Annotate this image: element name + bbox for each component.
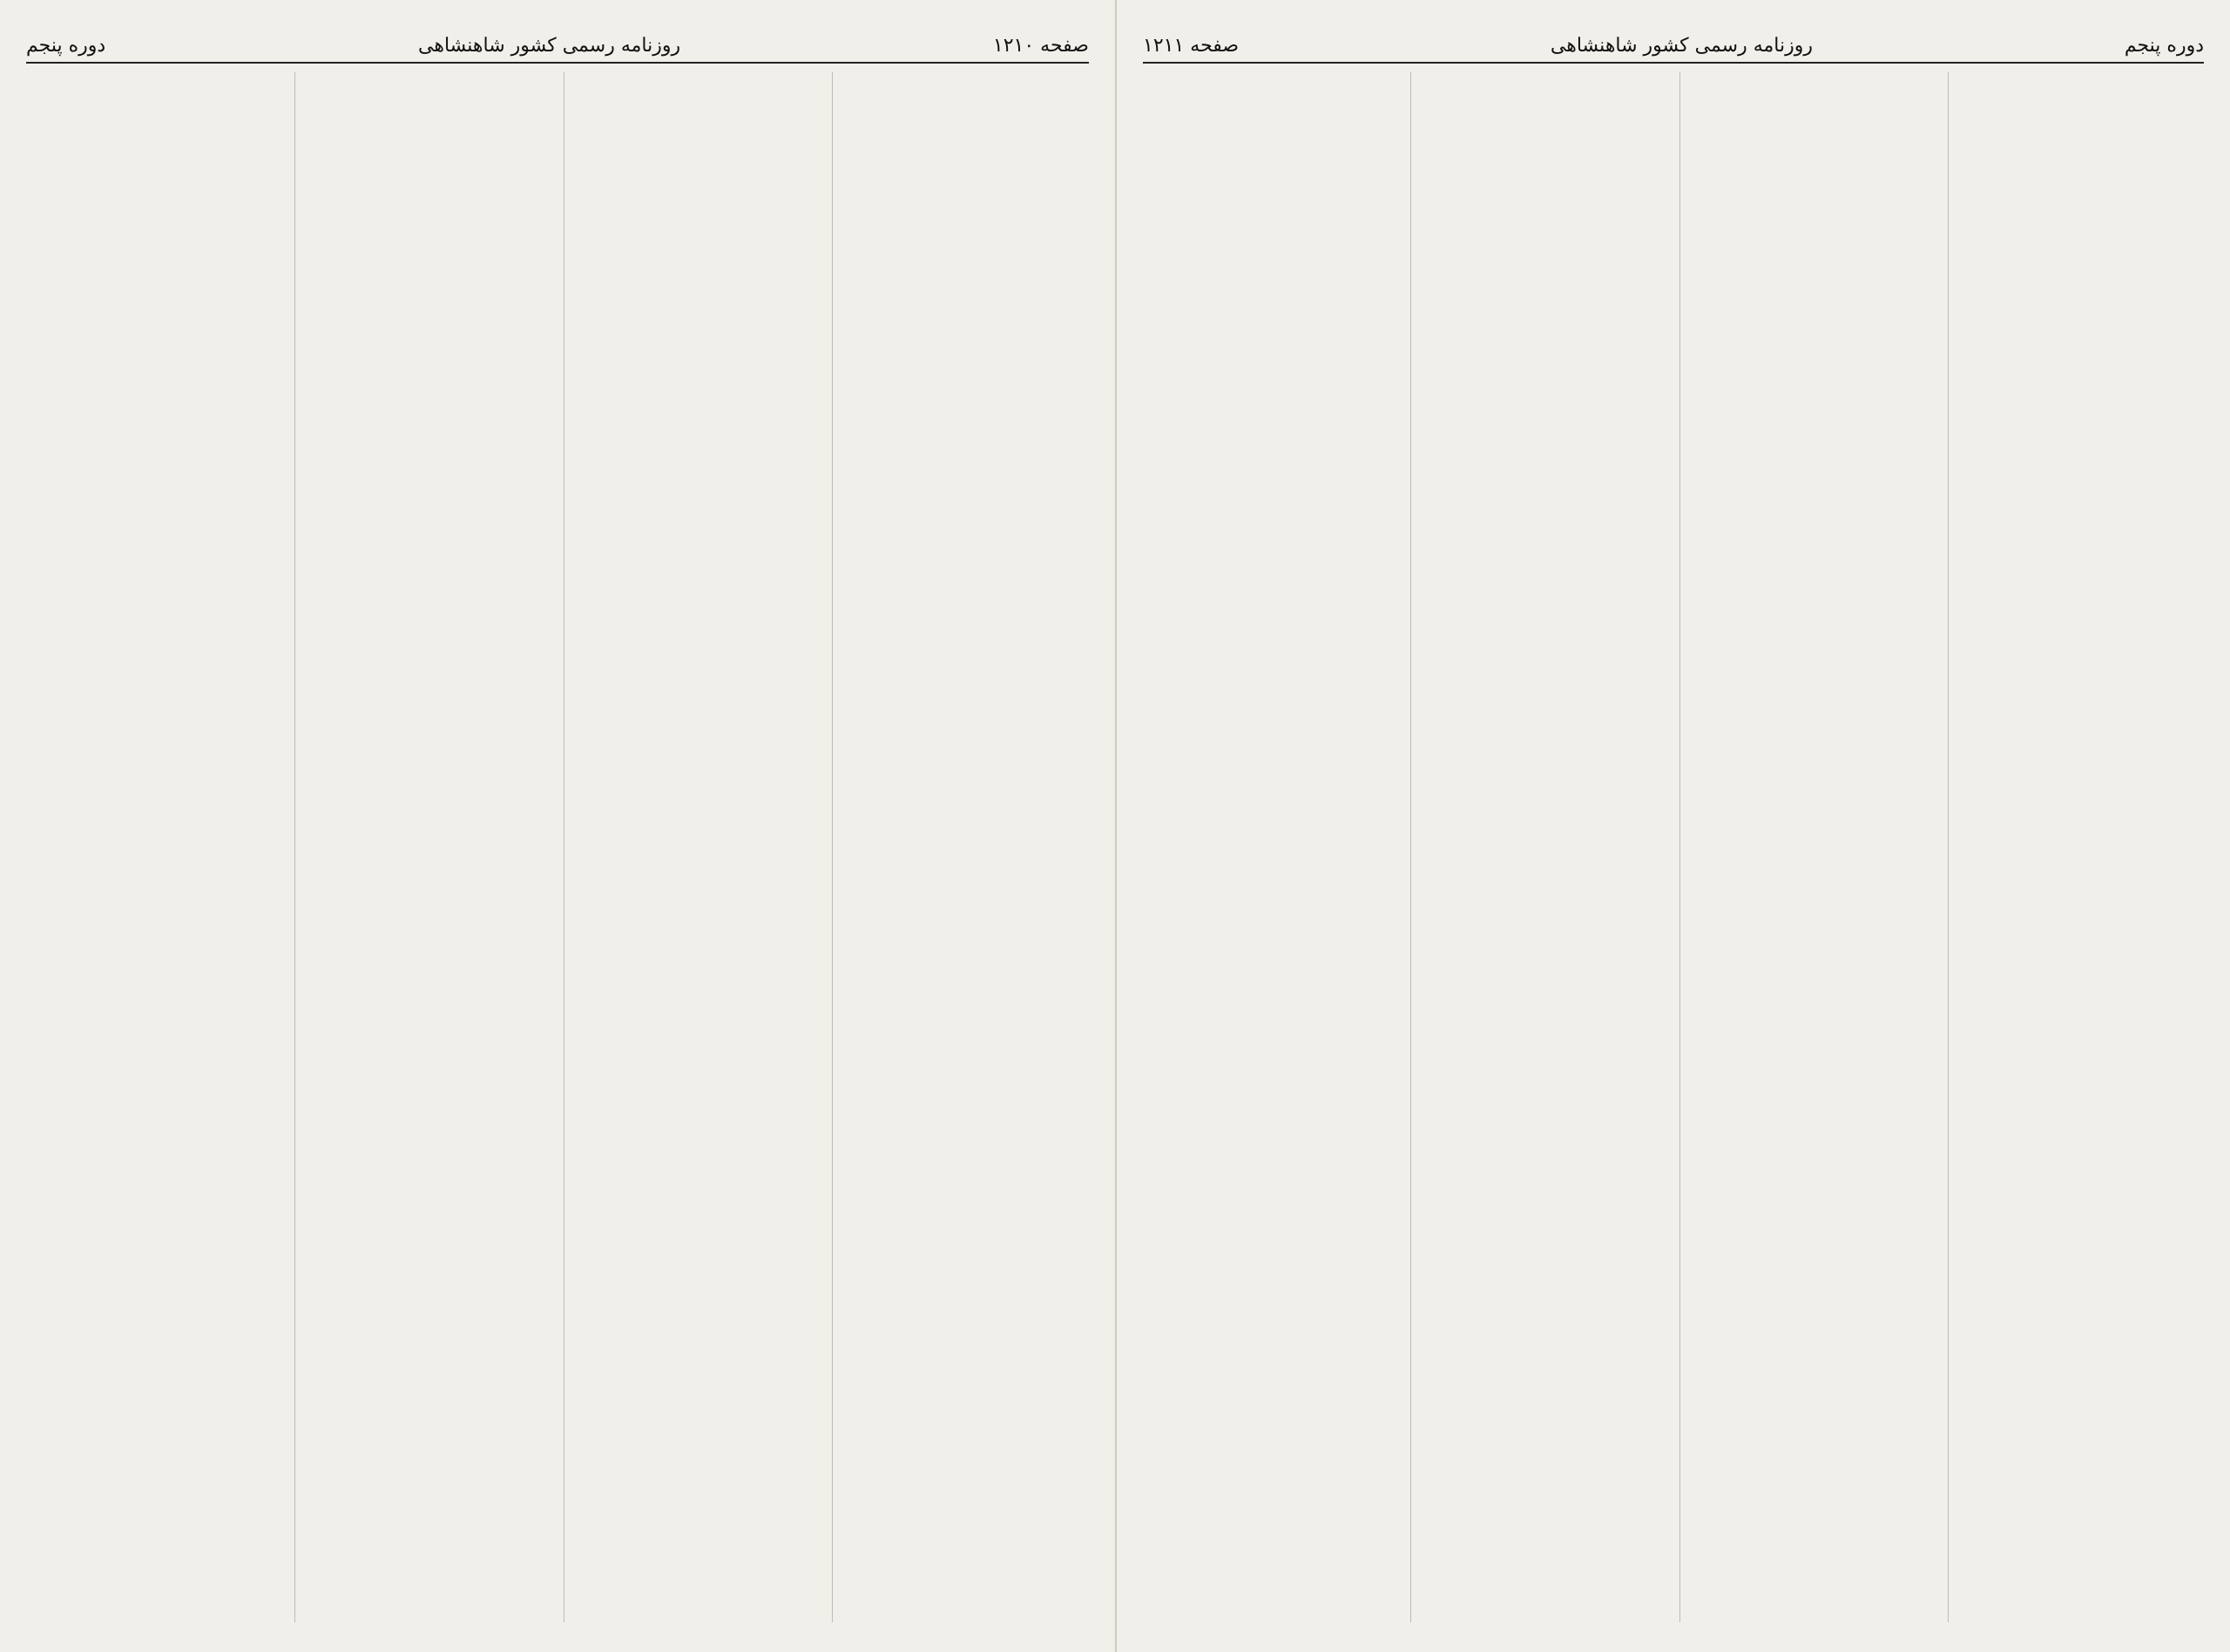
right-column-2 bbox=[564, 72, 821, 1622]
right-page-columns bbox=[26, 72, 1089, 1622]
left-page-columns bbox=[1143, 72, 2204, 1622]
left-column-4 bbox=[1143, 72, 1398, 1622]
right-page-number: صفحه ۱۲۱۰ bbox=[992, 35, 1089, 57]
left-column-1 bbox=[1948, 72, 2204, 1622]
left-page-period: دوره پنجم bbox=[2124, 35, 2204, 57]
left-page-header bbox=[1143, 35, 2204, 64]
left-page-masthead: روزنامه رسمی کشور شاهنشاهی bbox=[1550, 35, 1814, 57]
right-column-3 bbox=[294, 72, 551, 1622]
left-page bbox=[1115, 0, 2230, 1652]
left-page-number: صفحه ۱۲۱۱ bbox=[1143, 35, 1240, 57]
right-column-4 bbox=[26, 72, 282, 1622]
right-page-masthead: روزنامه رسمی کشور شاهنشاهی bbox=[418, 35, 681, 57]
right-page-period: دوره پنجم bbox=[26, 35, 106, 57]
right-column-1 bbox=[832, 72, 1089, 1622]
left-column-2 bbox=[1679, 72, 1936, 1622]
left-column-3 bbox=[1410, 72, 1666, 1622]
right-page-header bbox=[26, 35, 1089, 64]
